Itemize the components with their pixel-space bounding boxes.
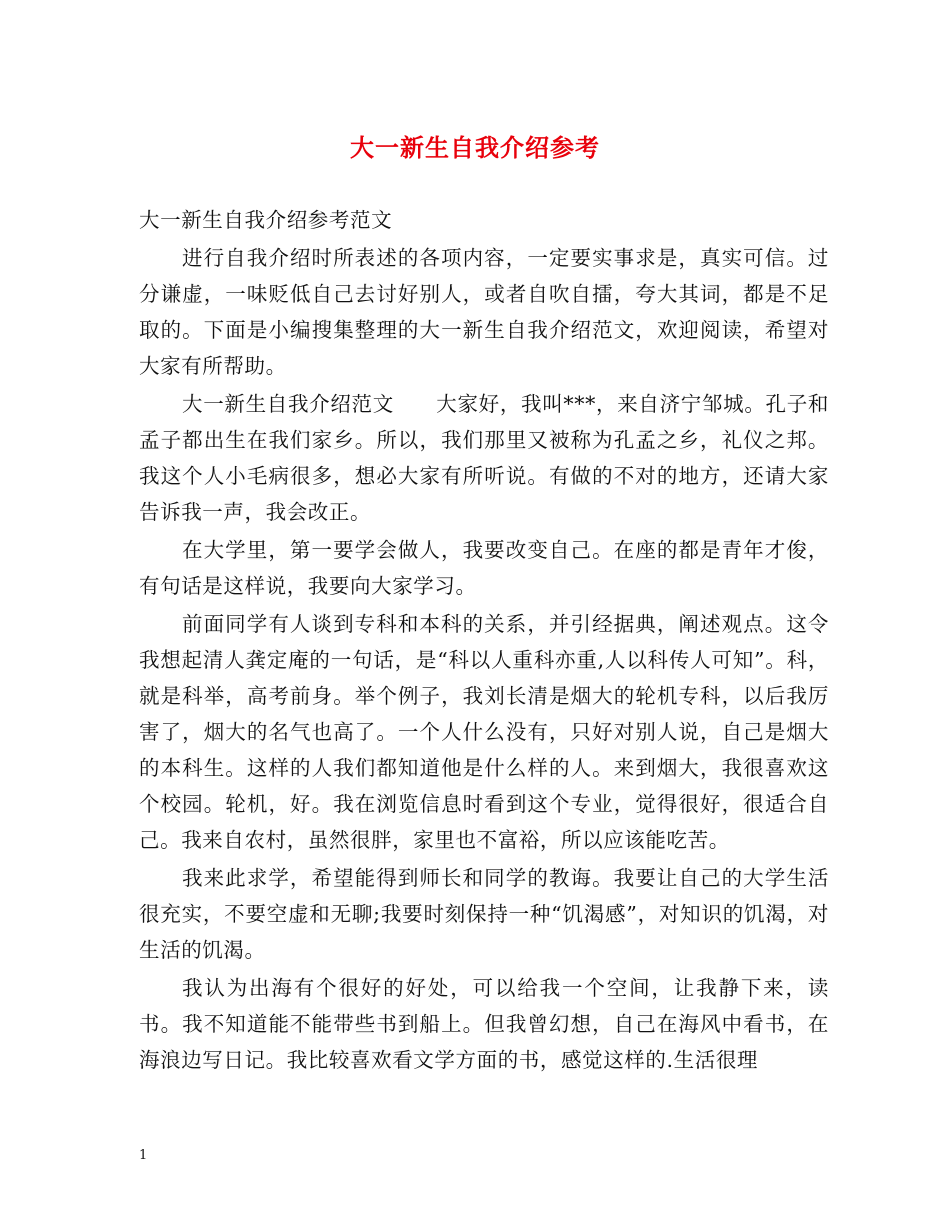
paragraph-study-goals: 我来此求学，希望能得到师长和同学的教诲。我要让自己的大学生活很充实，不要空虚和无聊;我要时刻保持一种“饥渴感”，对知识的饥渴，对生活的饥渴。 [139, 866, 829, 962]
document-title: 大一新生自我介绍参考 [350, 133, 600, 162]
paragraph-sea-life: 我认为出海有个很好的好处，可以给我一个空间，让我静下来，读书。我不知道能不能带些书到船上。但我曾幻想，自己在海风中看书，在海浪边写日记。我比较喜欢看文学方面的书，感觉这样的.生活很理 [139, 976, 829, 1072]
document-body [139, 202, 829, 1080]
paragraph-major: 前面同学有人谈到专科和本科的关系，并引经据典，阐述观点。这令我想起清人龚定庵的一句话，是“科以人重科亦重,人以科传人可知”。科，就是科举，高考前身。举个例子，我刘长清是烟大的轮机专科，以后我厉害了，烟大的名气也高了。一个人什么没有，只好对别人说，自己是烟大的本科生。这样的人我们都知道他是什么样的人。来到烟大，我很喜欢这个校园。轮机，好。我在浏览信息时看到这个专业，觉得很好，很适合自己。我来自农村，虽然很胖，家里也不富裕，所以应该能吃苦。 [139, 612, 829, 852]
document-subtitle: 大一新生自我介绍参考范文 [139, 208, 393, 232]
paragraph-greeting: 大一新生自我介绍范文 大家好，我叫***，来自济宁邹城。孔子和孟子都出生在我们家乡。所以，我们那里又被称为孔孟之乡，礼仪之邦。我这个人小毛病很多，想必大家有所听说。有做的不对的地方，还请大家告诉我一声，我会改正。 [139, 392, 829, 524]
paragraph-university: 在大学里，第一要学会做人，我要改变自己。在座的都是青年才俊，有句话是这样说，我要向大家学习。 [139, 538, 829, 598]
paragraph-intro: 进行自我介绍时所表述的各项内容，一定要实事求是，真实可信。过分谦虚，一味贬低自己去讨好别人，或者自吹自擂，夸大其词，都是不足取的。下面是小编搜集整理的大一新生自我介绍范文，欢迎阅读，希望对大家有所帮助。 [139, 246, 829, 378]
page-number: 1 [139, 1148, 148, 1163]
